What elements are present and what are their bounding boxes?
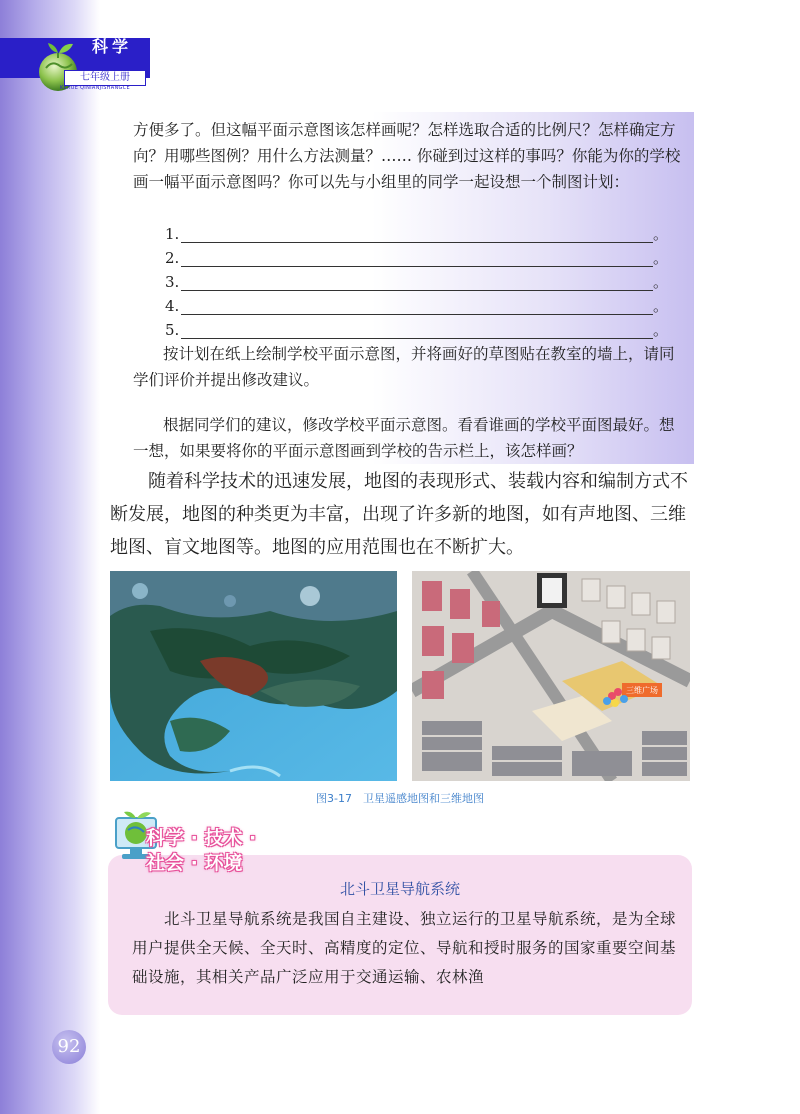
plan-item xyxy=(165,246,675,270)
plan-item-end: 。 xyxy=(653,297,669,315)
plan-blank-line[interactable] xyxy=(181,324,653,339)
figure-caption: 图3-17 卫星遥感地图和三维地图 xyxy=(316,792,484,805)
three-dimensional-map-image xyxy=(412,571,690,781)
plan-item-number: 4. xyxy=(165,297,180,315)
page-number: 92 xyxy=(52,1030,86,1064)
pinyin-label: KEXUE QINIANJISHANGCE xyxy=(60,85,130,91)
plan-item-number: 2. xyxy=(165,249,180,267)
plan-item-number: 5. xyxy=(165,321,180,339)
left-margin-band xyxy=(0,0,100,1114)
plaza-sign-text: 三维广场 xyxy=(626,686,658,695)
activity-intro-text: 方便多了。但这幅平面示意图该怎样画呢？怎样选取合适的比例尺？怎样确定方向？用哪些图例？用什么方法测量？…… 你碰到过这样的事吗？你能为你的学校画一幅平面示意图吗？你可以先与小组里的同学一起设想一个制图计划： xyxy=(133,121,681,191)
plan-item xyxy=(165,318,675,342)
sts-paragraph: 北斗卫星导航系统是我国自主建设、独立运行的卫星导航系统，是为全球用户提供全天候、全天时、高精度的定位、导航和授时服务的国家重要空间基础设施，其相关产品广泛应用于交通运输、农林渔 xyxy=(132,910,677,986)
satellite-remote-sensing-map-image xyxy=(110,571,397,781)
plan-item-end: 。 xyxy=(653,321,669,339)
plan-item-end: 。 xyxy=(653,249,669,267)
body-paragraph: 随着科学技术的迅速发展，地图的表现形式、装载内容和编制方式不断发展，地图的种类更为丰富，出现了许多新的地图，如有声地图、三维地图、盲文地图等。地图的应用范围也在不断扩大。 xyxy=(110,471,688,558)
plan-item-end: 。 xyxy=(653,273,669,291)
sts-title: 北斗卫星导航系统 xyxy=(339,880,460,898)
plan-item xyxy=(165,222,675,246)
sts-label-line1: 科学 · 技术 · xyxy=(146,827,257,849)
plan-blank-line[interactable] xyxy=(181,228,653,243)
plan-blank-line[interactable] xyxy=(181,276,653,291)
plan-item-number: 1. xyxy=(165,225,180,243)
plan-item-end: 。 xyxy=(653,225,669,243)
activity-paragraph-revise: 根据同学们的建议，修改学校平面示意图。看看谁画的学校平面图最好。想一想，如果要将你的平面示意图画到学校的告示栏上，该怎样画？ xyxy=(133,416,675,460)
plan-item xyxy=(165,294,675,318)
plan-item-number: 3. xyxy=(165,273,180,291)
activity-paragraph-draw: 按计划在纸上绘制学校平面示意图，并将画好的草图贴在教室的墙上，请同学们评价并提出修改建议。 xyxy=(133,345,675,389)
sts-label-line2: 社会 · 环境 xyxy=(146,852,243,874)
plan-item xyxy=(165,270,675,294)
plan-blank-line[interactable] xyxy=(181,252,653,267)
grade-label: 七年级上册 xyxy=(64,70,146,86)
plan-list xyxy=(165,222,675,342)
plan-blank-line[interactable] xyxy=(181,300,653,315)
subject-title: 科学 xyxy=(92,37,133,56)
